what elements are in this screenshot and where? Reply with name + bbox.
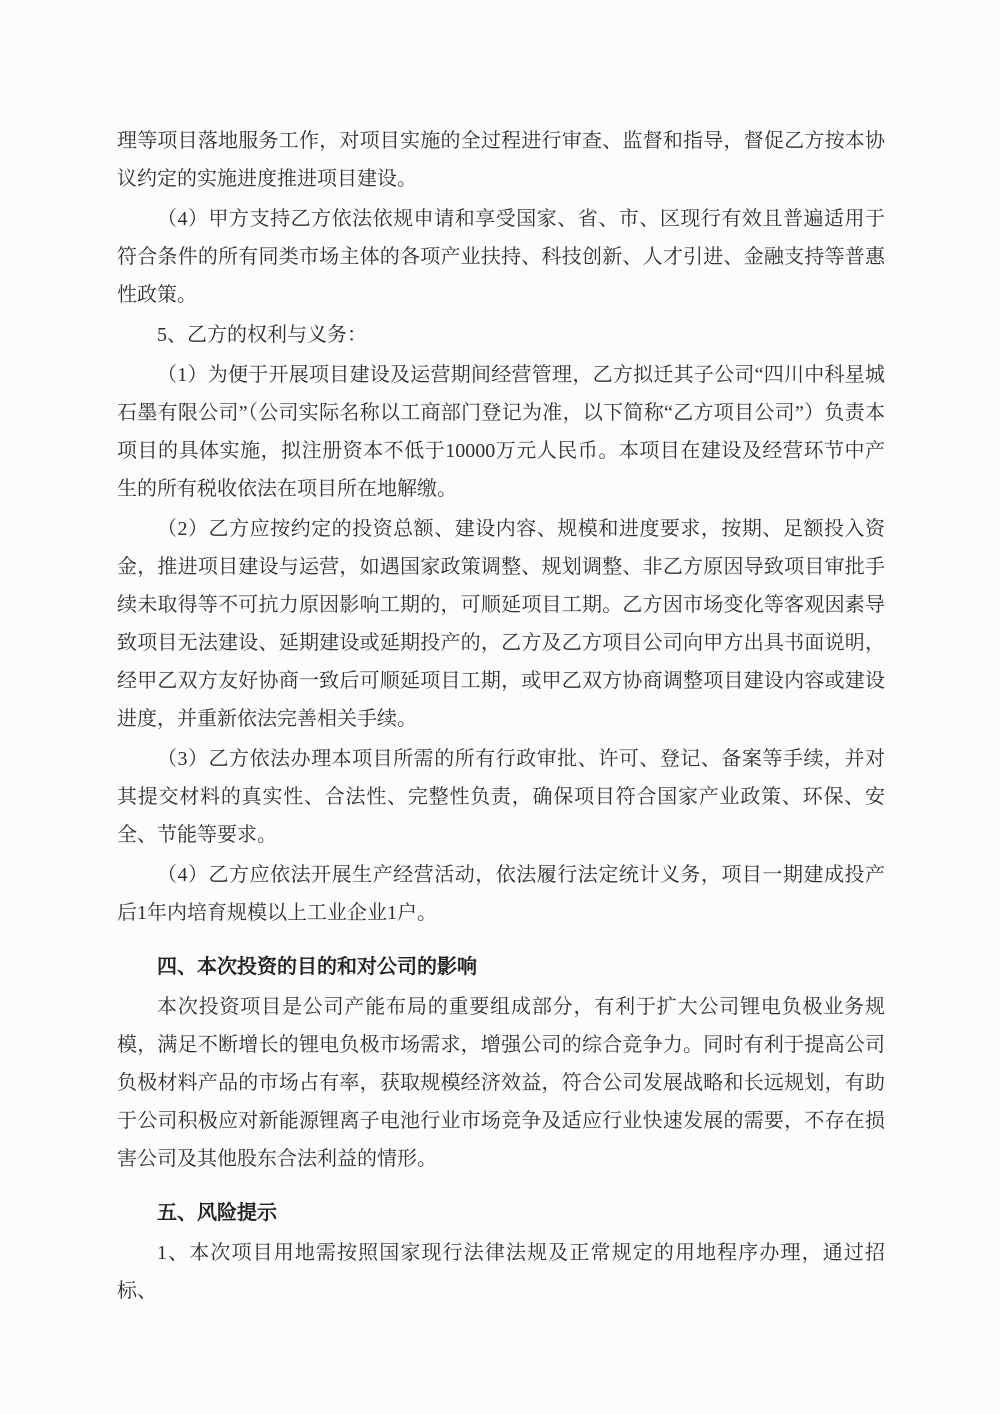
- continuation-paragraph: 理等项目落地服务工作，对项目实施的全过程进行审查、监督和指导，督促乙方按本协议约定的实施进度推进项目建设。: [117, 130, 885, 190]
- body-paragraph-yifang-item-4: （4）乙方应依法开展生产经营活动，依法履行法定统计义务，项目一期建成投产后1年内培育规模以上工业企业1户。: [117, 864, 885, 924]
- body-paragraph-jiafang-item-4: （4）甲方支持乙方依法依规申请和享受国家、省、市、区现行有效且普遍适用于符合条件的所有同类市场主体的各项产业扶持、科技创新、人才引进、金融支持等普惠性政策。: [117, 208, 885, 306]
- section-heading-investment-purpose: 四、本次投资的目的和对公司的影响: [157, 956, 477, 978]
- body-paragraph-yifang-item-2: （2）乙方应按约定的投资总额、建设内容、规模和进度要求，按期、足额投入资金，推进项目建设与运营，如遇国家政策调整、规划调整、非乙方原因导致项目审批手续未取得等不可抗力原因影响工期的，可顺延项目工期。乙方因市场变化等客观因素导致项目无法建设、延期建设或延期投产的，乙方及乙方项目公司向甲方出具书面说明，经甲乙双方友好协商一致后可顺延项目工期，或甲乙双方协商调整项目建设内容或建设进度，并重新依法完善相关手续。: [117, 518, 885, 730]
- body-paragraph-investment-purpose: 本次投资项目是公司产能布局的重要组成部分，有利于扩大公司锂电负极业务规模，满足不断增长的锂电负极市场需求，增强公司的综合竞争力。同时有利于提高公司负极材料产品的市场占有率，获取规模经济效益，符合公司发展战略和长远规划，有助于公司积极应对新能源锂离子电池行业市场竞争及适应行业快速发展的需要，不存在损害公司及其他股东合法利益的情形。: [117, 996, 885, 1170]
- section-heading-risk-notice: 五、风险提示: [157, 1202, 277, 1224]
- document-text-body: [117, 122, 885, 1312]
- body-paragraph-risk-item-1: 1、本次项目用地需按照国家现行法律法规及正常规定的用地程序办理，通过招标、: [117, 1242, 885, 1302]
- body-paragraph-yifang-rights-intro: 5、乙方的权利与义务：: [157, 324, 367, 346]
- body-paragraph-yifang-item-3: （3）乙方依法办理本项目所需的所有行政审批、许可、登记、备案等手续，并对其提交材料的真实性、合法性、完整性负责，确保项目符合国家产业政策、环保、安全、节能等要求。: [117, 748, 885, 846]
- body-paragraph-yifang-item-1: （1）为便于开展项目建设及运营期间经营管理，乙方拟迁其子公司“四川中科星城石墨有限公司”（公司实际名称以工商部门登记为准，以下简称“乙方项目公司”）负责本项目的具体实施，拟注册资本不低于10000万元人民币。本项目在建设及经营环节中产生的所有税收依法在项目所在地解缴。: [117, 364, 885, 500]
